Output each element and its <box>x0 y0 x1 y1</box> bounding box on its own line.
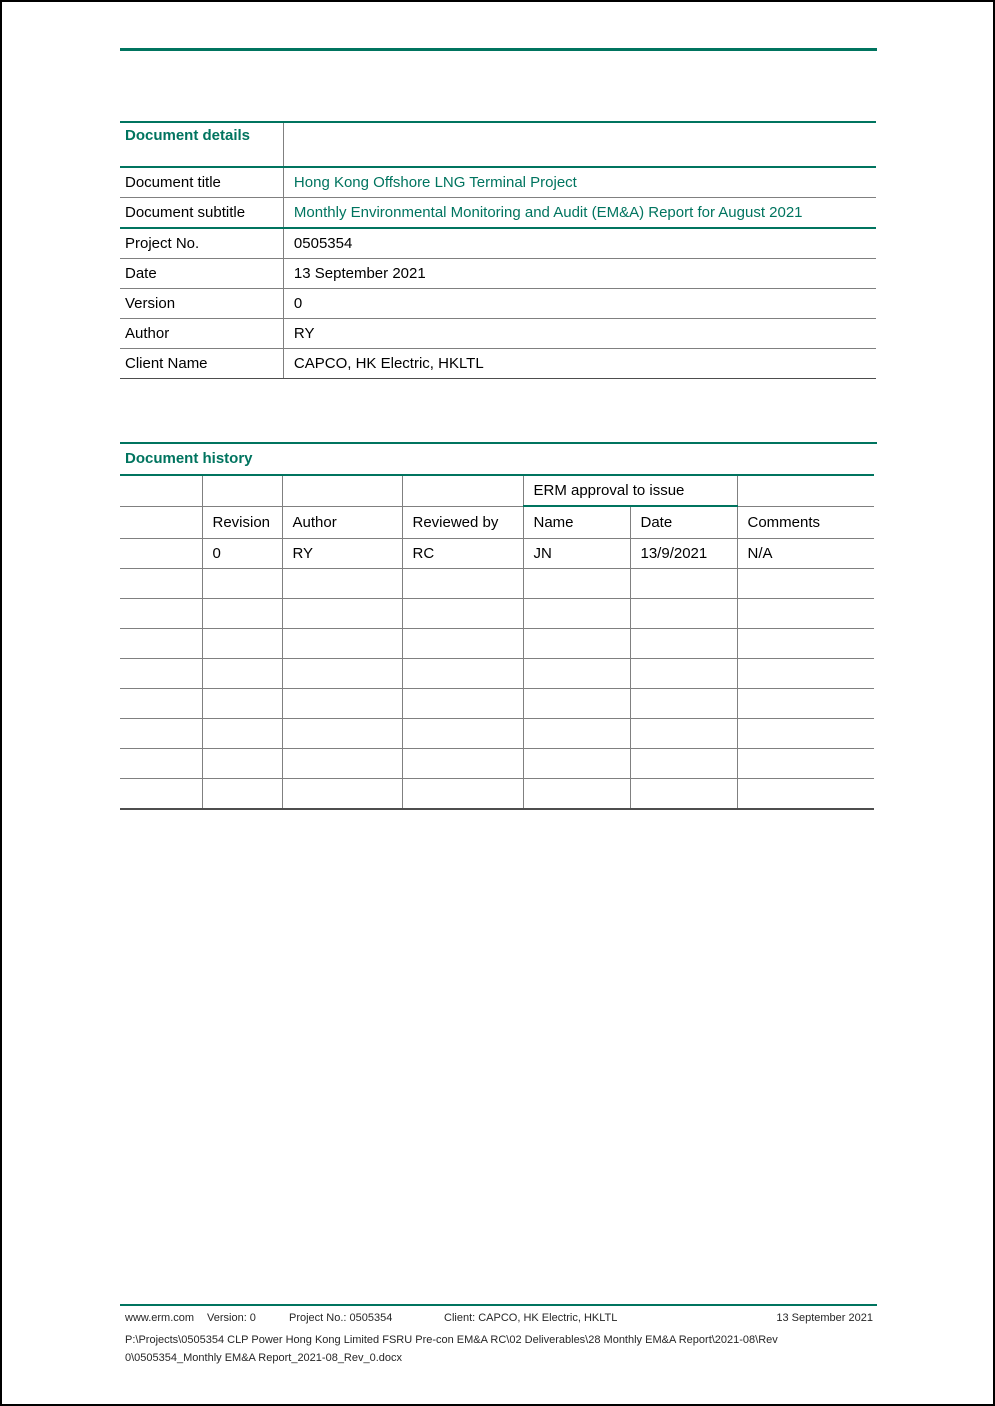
history-empty-cell <box>737 569 874 599</box>
history-empty-cell <box>630 779 737 810</box>
history-cell-blank <box>120 506 202 539</box>
history-empty-cell <box>120 779 202 810</box>
table-row <box>120 539 874 569</box>
history-empty-cell <box>202 719 282 749</box>
history-empty-cell <box>737 779 874 810</box>
footer-file-path: P:\Projects\0505354 CLP Power Hong Kong Limited FSRU Pre-con EM&A RC\02 Deliverables\28 Monthly EM&A Report\2021-08\Rev 0\0505354_Monthly EM&A Report_2021-08_Rev_0.docx <box>125 1334 778 1364</box>
table-row <box>120 506 874 539</box>
history-empty-cell <box>630 689 737 719</box>
history-empty-cell <box>737 629 874 659</box>
history-empty-cell <box>282 749 402 779</box>
top-divider-rule <box>120 48 877 51</box>
details-value-client-name: CAPCO, HK Electric, HKLTL <box>283 349 876 379</box>
history-empty-cell <box>630 629 737 659</box>
details-label-document-title: Document title <box>120 167 283 198</box>
history-empty-cell <box>523 749 630 779</box>
history-empty-cell <box>402 659 523 689</box>
history-empty-cell <box>120 569 202 599</box>
table-row <box>120 198 876 229</box>
details-value-document-subtitle: Monthly Environmental Monitoring and Audit (EM&A) Report for August 2021 <box>283 198 876 229</box>
details-value-date: 13 September 2021 <box>283 259 876 289</box>
table-row <box>120 289 876 319</box>
history-empty-cell <box>120 599 202 629</box>
history-header-reviewed-by: Reviewed by <box>402 506 523 539</box>
document-history-heading: Document history <box>125 450 253 467</box>
details-value-version: 0 <box>283 289 876 319</box>
footer-divider-rule <box>120 1304 877 1306</box>
history-header-comments: Comments <box>737 506 874 539</box>
table-row <box>120 349 876 379</box>
document-details-heading: Document details <box>120 122 283 167</box>
history-empty-cell <box>737 749 874 779</box>
history-cell-approval-date: 13/9/2021 <box>630 539 737 569</box>
history-empty-row <box>120 689 874 719</box>
history-empty-cell <box>202 569 282 599</box>
history-empty-row <box>120 659 874 689</box>
history-cell-blank <box>282 475 402 506</box>
history-empty-cell <box>120 689 202 719</box>
history-empty-cell <box>120 629 202 659</box>
history-empty-cell <box>282 659 402 689</box>
table-row <box>120 228 876 259</box>
history-cell-blank <box>120 539 202 569</box>
history-cell-revision: 0 <box>202 539 282 569</box>
history-empty-cell <box>402 779 523 810</box>
history-empty-row <box>120 719 874 749</box>
footer-version: Version: 0 <box>207 1312 256 1324</box>
history-empty-cell <box>523 779 630 810</box>
details-heading-spacer <box>283 122 876 167</box>
table-row <box>120 259 876 289</box>
history-empty-cell <box>737 719 874 749</box>
document-history-table <box>120 474 874 810</box>
history-empty-cell <box>282 629 402 659</box>
history-empty-cell <box>523 629 630 659</box>
history-empty-cell <box>282 599 402 629</box>
history-empty-cell <box>523 719 630 749</box>
history-empty-row <box>120 569 874 599</box>
history-empty-cell <box>630 659 737 689</box>
history-empty-cell <box>120 659 202 689</box>
history-cell-comments: N/A <box>737 539 874 569</box>
details-value-project-no: 0505354 <box>283 228 876 259</box>
history-empty-cell <box>630 569 737 599</box>
history-empty-row <box>120 599 874 629</box>
history-empty-cell <box>120 719 202 749</box>
history-empty-cell <box>402 629 523 659</box>
history-empty-cell <box>523 689 630 719</box>
history-divider-rule <box>120 442 877 444</box>
history-empty-cell <box>630 719 737 749</box>
history-empty-cell <box>202 629 282 659</box>
history-empty-cell <box>402 599 523 629</box>
history-empty-cell <box>202 779 282 810</box>
details-label-date: Date <box>120 259 283 289</box>
history-empty-cell <box>523 569 630 599</box>
history-cell-blank <box>120 475 202 506</box>
history-empty-cell <box>202 599 282 629</box>
history-header-date: Date <box>630 506 737 539</box>
history-cell-author: RY <box>282 539 402 569</box>
history-empty-row <box>120 629 874 659</box>
details-value-document-title: Hong Kong Offshore LNG Terminal Project <box>283 167 876 198</box>
history-empty-cell <box>523 659 630 689</box>
history-empty-cell <box>202 749 282 779</box>
footer-date: 13 September 2021 <box>776 1312 873 1324</box>
history-empty-cell <box>202 689 282 719</box>
history-empty-row <box>120 779 874 810</box>
history-cell-approval-name: JN <box>523 539 630 569</box>
footer-client: Client: CAPCO, HK Electric, HKLTL <box>444 1312 618 1324</box>
details-label-document-subtitle: Document subtitle <box>120 198 283 229</box>
history-empty-cell <box>282 569 402 599</box>
history-empty-cell <box>120 749 202 779</box>
history-empty-cell <box>737 659 874 689</box>
details-label-version: Version <box>120 289 283 319</box>
table-row <box>120 122 876 167</box>
history-empty-cell <box>737 599 874 629</box>
history-header-revision: Revision <box>202 506 282 539</box>
history-cell-reviewed-by: RC <box>402 539 523 569</box>
details-label-client-name: Client Name <box>120 349 283 379</box>
history-empty-cell <box>402 749 523 779</box>
history-empty-cell <box>282 689 402 719</box>
history-empty-cell <box>282 779 402 810</box>
history-empty-cell <box>630 749 737 779</box>
history-header-author: Author <box>282 506 402 539</box>
history-cell-blank <box>202 475 282 506</box>
document-details-table <box>120 121 876 379</box>
history-empty-cell <box>523 599 630 629</box>
history-empty-cell <box>402 719 523 749</box>
history-empty-cell <box>402 569 523 599</box>
history-empty-row <box>120 749 874 779</box>
history-cell-blank <box>402 475 523 506</box>
footer-project-no: Project No.: 0505354 <box>289 1312 393 1324</box>
table-row <box>120 167 876 198</box>
details-label-project-no: Project No. <box>120 228 283 259</box>
footer-website: www.erm.com <box>125 1312 195 1324</box>
table-row <box>120 319 876 349</box>
history-empty-cell <box>737 689 874 719</box>
history-header-name: Name <box>523 506 630 539</box>
erm-approval-header: ERM approval to issue <box>523 475 737 506</box>
details-label-author: Author <box>120 319 283 349</box>
history-empty-cell <box>630 599 737 629</box>
details-value-author: RY <box>283 319 876 349</box>
history-empty-cell <box>282 719 402 749</box>
history-empty-cell <box>402 689 523 719</box>
history-cell-blank <box>737 475 874 506</box>
history-empty-cell <box>202 659 282 689</box>
table-row <box>120 475 874 506</box>
